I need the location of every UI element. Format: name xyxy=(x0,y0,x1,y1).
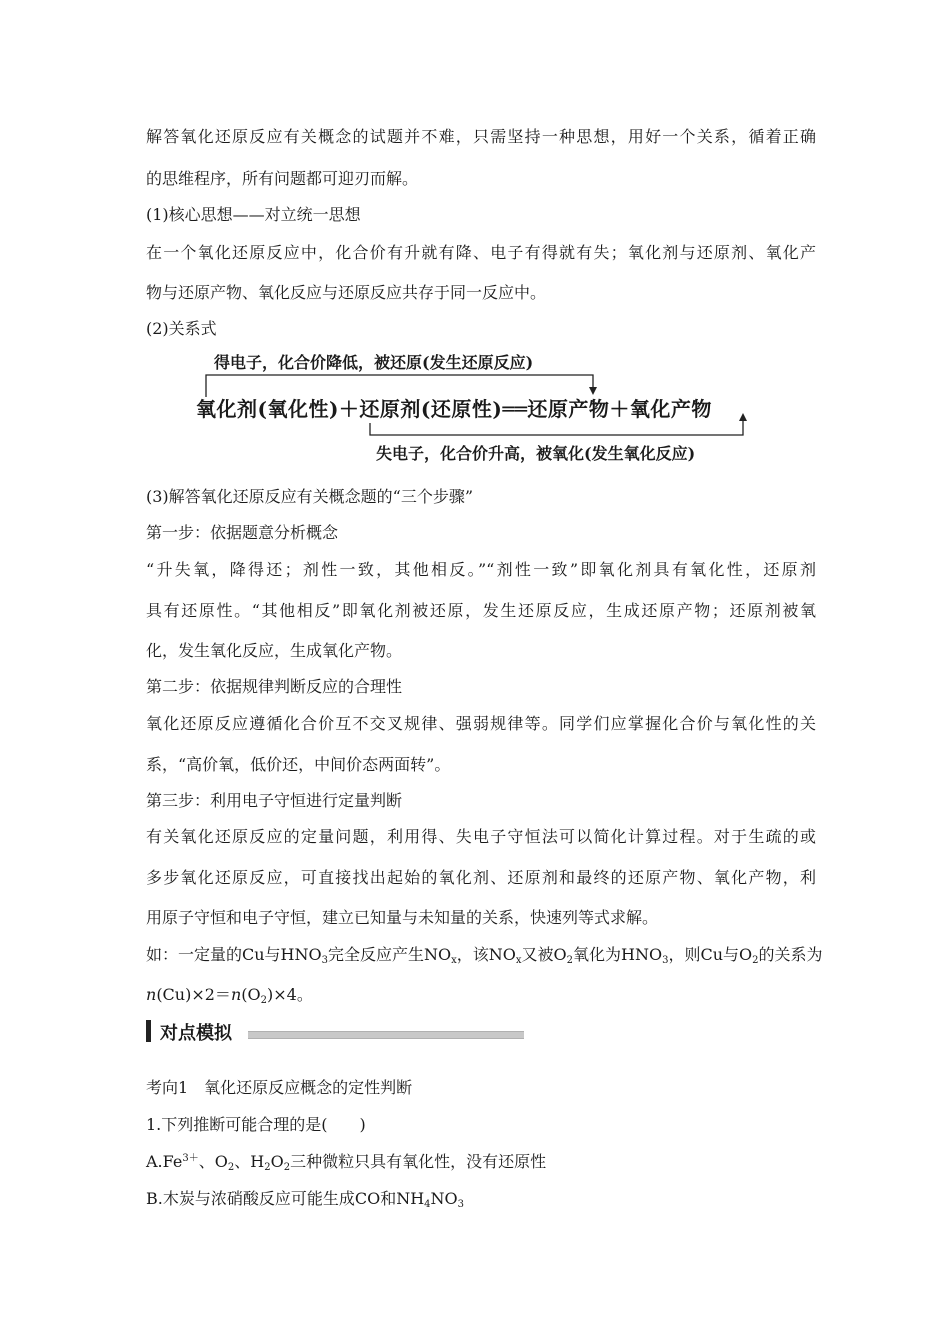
intro-line-1: 解答氧化还原反应有关概念的试题并不难，只需坚持一种思想，用好一个关系，循着正确 xyxy=(146,127,816,146)
gain-electron-label: 得电子，化合价降低，被还原(发生还原反应) xyxy=(214,353,534,372)
intro-line-2: 的思维程序，所有问题都可迎刃而解。 xyxy=(146,169,419,188)
three-steps-heading: (3)解答氧化还原反应有关概念题的“三个步骤” xyxy=(146,487,474,506)
core-idea-heading: (1)核心思想——对立统一思想 xyxy=(146,205,361,224)
step3-line-1: 有关氧化还原反应的定量问题，利用得、失电子守恒法可以简化计算过程。对于生疏的或 xyxy=(146,827,816,846)
section-rule xyxy=(248,1031,524,1039)
lose-arrowhead xyxy=(739,413,747,421)
core-idea-line-1: 在一个氧化还原反应中，化合价有升就有降、电子有得就有失；氧化剂与还原剂、氧化产 xyxy=(146,243,816,262)
formula-line: $n(Cu)\times 2=n(O_2)\times 4$。 xyxy=(146,985,313,1006)
option-a: $A.Fe^{3+}$、$O_2$、$H_2O_2$三种微粒只具有氧化性，没有还原性 xyxy=(146,1152,547,1173)
core-idea-line-2: 物与还原产物、氧化反应与还原反应共存于同一反应中。 xyxy=(146,283,547,302)
relation-heading: (2)关系式 xyxy=(146,319,217,338)
step1-title: 第一步：依据题意分析概念 xyxy=(146,523,339,542)
option-b: B.木炭与浓硝酸反应可能生成CO和$NH_4NO_3$ xyxy=(146,1189,465,1210)
lose-electron-label: 失电子，化合价升高，被氧化(发生氧化反应) xyxy=(376,444,696,463)
section-header xyxy=(146,1018,526,1044)
step3-line-2: 多步氧化还原反应，可直接找出起始的氧化剂、还原剂和最终的还原产物、氧化产物，利 xyxy=(146,868,816,887)
section-bar xyxy=(146,1020,151,1042)
step3-title: 第三步：利用电子守恒进行定量判断 xyxy=(146,791,403,810)
step1-line-3: 化，发生氧化反应，生成氧化产物。 xyxy=(146,641,403,660)
relation-diagram xyxy=(190,345,770,470)
question-1: 1.下列推断可能合理的是( ) xyxy=(146,1115,366,1134)
step2-line-2: 系，“高价氧，低价还，中间价态两面转”。 xyxy=(146,755,451,774)
section-title: 对点模拟 xyxy=(160,1023,232,1044)
step1-line-1: “升失氧，降得还；剂性一致，其他相反。”“剂性一致”即氧化剂具有氧化性，还原剂 xyxy=(146,560,816,579)
step1-line-2: 具有还原性。“其他相反”即氧化剂被还原，发生还原反应，生成还原产物；还原剂被氧 xyxy=(146,601,816,620)
kaoxiang-heading: 考向1 氧化还原反应概念的定性判断 xyxy=(146,1078,413,1097)
redox-equation: 氧化剂(氧化性)＋还原剂(还原性)══还原产物＋氧化产物 xyxy=(196,397,712,421)
step2-line-1: 氧化还原反应遵循化合价互不交叉规律、强弱规律等。同学们应掌握化合价与氧化性的关 xyxy=(146,714,816,733)
step2-title: 第二步：依据规律判断反应的合理性 xyxy=(146,677,403,696)
example-line: 如：一定量的Cu与$HNO_3$完全反应产生$NO_x$，该$NO_x$又被$O_2$氧化为$HNO_3$，则Cu与$O_2$的关系为 xyxy=(146,945,823,966)
step3-line-3: 用原子守恒和电子守恒，建立已知量与未知量的关系，快速列等式求解。 xyxy=(146,908,659,927)
